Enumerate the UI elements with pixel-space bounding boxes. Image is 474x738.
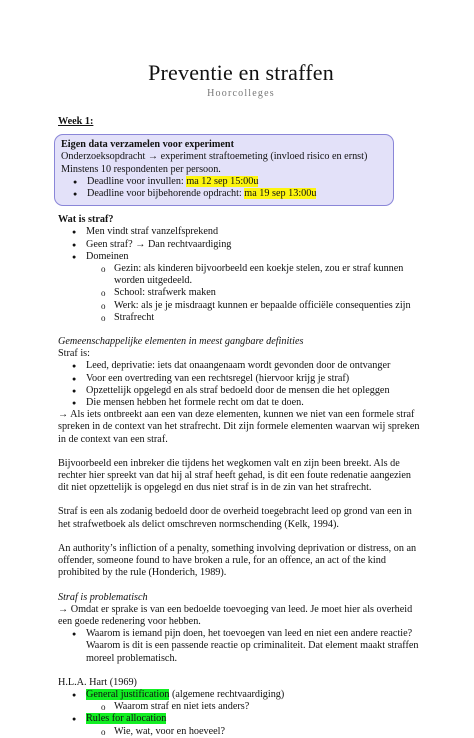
list-item (58, 689, 424, 701)
highlighted-term: Rules for allocation (86, 713, 167, 725)
paragraph: An authority’s infliction of a penalty, something involving deprivation or distress, on an offender, someone found to have broken a rule, for an offence, an act of the kind prohibited by the rule (Honderich, 1989). (58, 542, 417, 579)
section-heading: H.L.A. Hart (1969) (58, 676, 137, 688)
list-item: ● Voor een overtreding van een rechtsregel (hiervoor krijg je straf) (58, 373, 424, 385)
list-item (58, 713, 424, 725)
callout-heading: Eigen data verzamelen voor experiment (61, 139, 234, 151)
list-item: ● Domeinen (58, 251, 424, 263)
paragraph: Bijvoorbeeld een inbreker die tijdens het wegkomen valt en zijn been breekt. Als de rechter hier spreekt van dat hij al straf heeft gehad, is dit een foute redenatie aangezien dit niet opzettelijk is opgelegd en dus niet straf is in de zin van het strafrecht. (58, 457, 411, 494)
callout-line: Minstens 10 respondenten per persoon. (61, 163, 221, 175)
bullet-list (58, 226, 424, 324)
paragraph: Straf is een als zodanig bedoeld door de overheid toegebracht leed op grond van een in het strafwetboek als delict omschreven normschending (Kelk, 1994). (58, 506, 412, 530)
list-item: ● Geen straf? → Dan rechtvaardiging (58, 239, 424, 251)
deadline-list (61, 176, 387, 200)
paragraph: → Als iets ontbreekt aan een van deze elementen, kunnen we niet van een formele straf spreken in de context van het strafrecht. Dit zijn formele elementen waarvan wij spreken in de context van een straf. (58, 409, 420, 445)
paragraph: Straf is: (58, 348, 90, 360)
list-item: ● Die mensen hebben het formele recht om dat te doen. (58, 397, 424, 409)
bullet-list (58, 360, 424, 409)
section-heading: Straf is problematisch (58, 591, 148, 603)
sub-list-item: o Strafrecht (58, 312, 424, 324)
page-subtitle: Hoorcolleges (207, 88, 275, 99)
highlighted-term: General justification (86, 688, 170, 700)
callout-line: Onderzoeksopdracht → experiment straftoemeting (invloed risico en ernst) (61, 151, 368, 163)
deadline-date: ma 19 sep 13:00u (244, 188, 317, 200)
sub-list-item: o School: strafwerk maken (58, 287, 424, 299)
document-page (0, 60, 474, 737)
list-item-text: (algemene rechtvaardiging) (169, 688, 285, 700)
list-item: ● Leed, deprivatie: iets dat onaangenaam wordt gevonden door de ontvanger (58, 360, 424, 372)
deadline-date: ma 12 sep 15:00u (186, 175, 259, 187)
deadline-label: Deadline voor bijbehorende opdracht: (87, 188, 245, 200)
list-item: ● Men vindt straf vanzelfsprekend (58, 226, 424, 238)
sub-list-item: o Waarom straf en niet iets anders? (58, 701, 424, 713)
deadline-label: Deadline voor invullen: (87, 175, 187, 187)
deadline-item (61, 188, 387, 200)
assignment-callout (54, 134, 394, 206)
page-title: Preventie en straffen (148, 60, 334, 85)
sub-list-item: o Wie, wat, voor en hoeveel? (58, 726, 424, 738)
list-item: ● Opzettelijk opgelegd en als straf bedoeld door de mensen die het opleggen (58, 385, 424, 397)
bullet-list (58, 628, 424, 665)
week-heading: Week 1: (58, 116, 94, 127)
section-heading: Wat is straf? (58, 214, 114, 226)
deadline-item (61, 176, 387, 188)
section-heading: Gemeenschappelijke elementen in meest gangbare definities (58, 336, 304, 348)
bullet-list (58, 689, 424, 738)
paragraph: → Omdat er sprake is van een bedoelde toevoeging van leed. Je moet hier als overheid een goede redenering voor hebben. (58, 603, 413, 627)
sub-list-item: o Werk: als je je misdraagt kunnen er bepaalde officiële consequenties zijn (58, 300, 424, 312)
sub-list-item: o Gezin: als kinderen bijvoorbeeld een koekje stelen, zou er straf kunnen worden uitgedeeld. (58, 263, 424, 287)
list-item: ● Waarom is iemand pijn doen, het toevoegen van leed en niet een andere reactie? Waarom is dit is een passende reactie op criminaliteit. Dat element maakt straffen moreel problematisch. (58, 628, 424, 665)
